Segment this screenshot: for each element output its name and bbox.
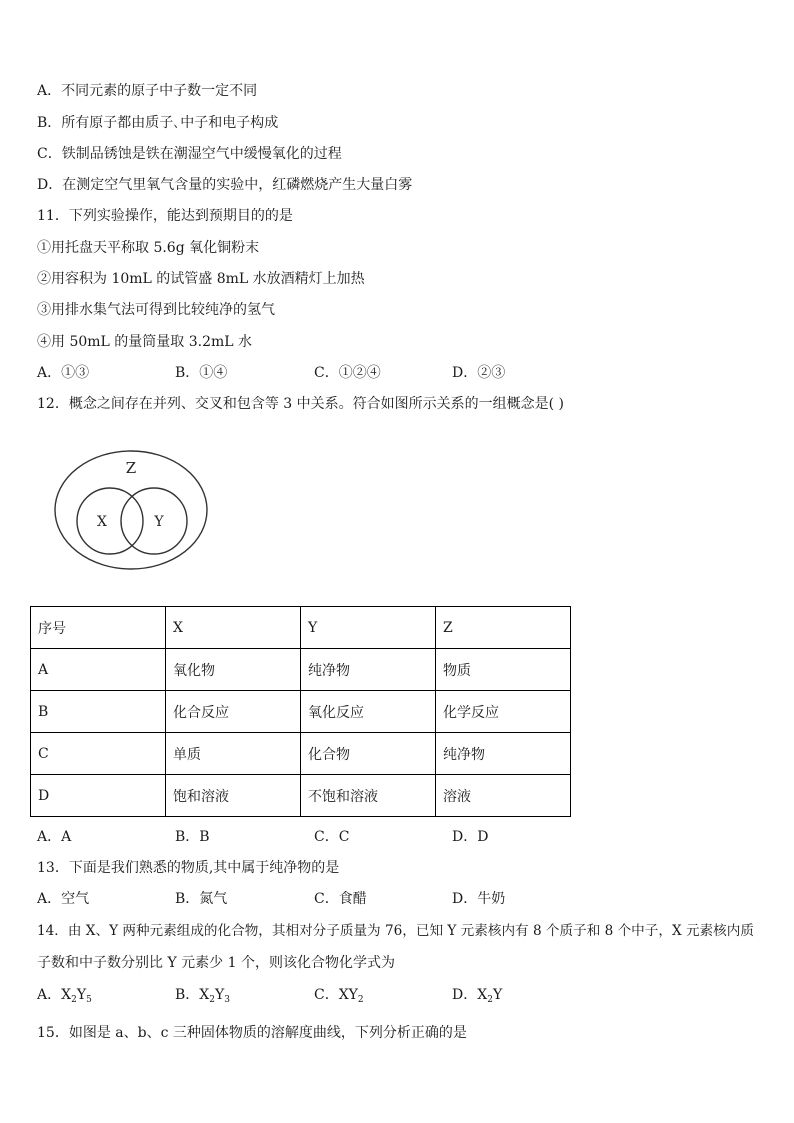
table-header-cell: X xyxy=(166,607,301,649)
venn-diagram xyxy=(52,448,212,572)
table-cell: 不饱和溶液 xyxy=(301,775,436,817)
table-cell: 化合物 xyxy=(301,733,436,775)
q14-option-d: D．$X_2Y$ xyxy=(452,987,503,1005)
q14-option-c: C．$XY_2$ xyxy=(314,987,364,1005)
q13-option-b: B．氮气 xyxy=(175,891,228,907)
q13-option-a: A．空气 xyxy=(37,891,90,907)
q12-table xyxy=(30,606,571,817)
table-cell: A xyxy=(31,649,166,691)
q13-option-d: D．牛奶 xyxy=(452,891,506,907)
q12-option-d: D．D xyxy=(452,829,489,845)
table-cell: 饱和溶液 xyxy=(166,775,301,817)
q11-item-1: ①用托盘天平称取 5.6g 氧化铜粉末 xyxy=(37,240,260,256)
table-cell: B xyxy=(31,691,166,733)
q12-option-b: B．B xyxy=(175,829,210,845)
q10-option-a: A．不同元素的原子中子数一定不同 xyxy=(37,83,258,99)
q13-stem: 13．下面是我们熟悉的物质,其中属于纯净物的是 xyxy=(37,860,340,876)
q13-option-c: C．食醋 xyxy=(314,891,367,907)
table-cell: 化合反应 xyxy=(166,691,301,733)
q10-option-b: B．所有原子都由质子､中子和电子构成 xyxy=(37,115,279,131)
venn-left-circle xyxy=(77,488,143,554)
q12-option-a: A．A xyxy=(37,829,72,845)
table-header-cell: 序号 xyxy=(31,607,166,649)
q10-option-c: C．铁制品锈蚀是铁在潮湿空气中缓慢氧化的过程 xyxy=(37,146,342,162)
table-row xyxy=(31,733,571,775)
q14-option-a: A．$X_2Y_5$ xyxy=(37,987,92,1005)
table-header-row xyxy=(31,607,571,649)
q11-item-3: ③用排水集气法可得到比较纯净的氢气 xyxy=(37,302,275,318)
table-cell: C xyxy=(31,733,166,775)
table-cell: 溶液 xyxy=(436,775,571,817)
q11-option-a: A．①③ xyxy=(37,365,90,381)
q14-stem-line2: 子数和中子数分别比 Y 元素少 1 个，则该化合物化学式为 xyxy=(37,955,395,971)
table-row xyxy=(31,775,571,817)
q15-stem: 15．如图是 a、b、c 三种固体物质的溶解度曲线，下列分析正确的是 xyxy=(37,1025,467,1041)
q14-stem-line1: 14．由 X、Y 两种元素组成的化合物，其相对分子质量为 76，已知 Y 元素核内有 8 个质子和 8 个中子，X 元素核内质 xyxy=(37,923,754,939)
q10-option-d: D．在测定空气里氧气含量的实验中，红磷燃烧产生大量白雾 xyxy=(37,177,413,193)
q11-option-d: D．②③ xyxy=(452,365,506,381)
table-cell: 氧化反应 xyxy=(301,691,436,733)
q11-option-b: B．①④ xyxy=(175,365,228,381)
table-cell: 纯净物 xyxy=(301,649,436,691)
q11-item-2: ②用容积为 10mL 的试管盛 8mL 水放酒精灯上加热 xyxy=(37,271,365,287)
table-header-cell: Z xyxy=(436,607,571,649)
table-cell: 化学反应 xyxy=(436,691,571,733)
q12-stem: 12．概念之间存在并列、交叉和包含等 3 中关系。符合如图所示关系的一组概念是( ) xyxy=(37,396,564,412)
q12-option-c: C．C xyxy=(314,829,350,845)
table-cell: 氧化物 xyxy=(166,649,301,691)
q11-option-c: C．①②④ xyxy=(314,365,381,381)
table-cell: D xyxy=(31,775,166,817)
table-row xyxy=(31,691,571,733)
table-cell: 物质 xyxy=(436,649,571,691)
table-cell: 单质 xyxy=(166,733,301,775)
table-cell: 纯净物 xyxy=(436,733,571,775)
venn-label-x: X xyxy=(97,514,107,530)
q11-stem: 11．下列实验操作，能达到预期目的的是 xyxy=(37,208,293,224)
table-header-cell: Y xyxy=(301,607,436,649)
venn-label-z: Z xyxy=(125,459,137,477)
table-row xyxy=(31,649,571,691)
venn-label-y: Y xyxy=(154,514,164,530)
q14-option-b: B．$X_2Y_3$ xyxy=(175,987,230,1005)
q11-item-4: ④用 50mL 的量筒量取 3.2mL 水 xyxy=(37,334,253,350)
